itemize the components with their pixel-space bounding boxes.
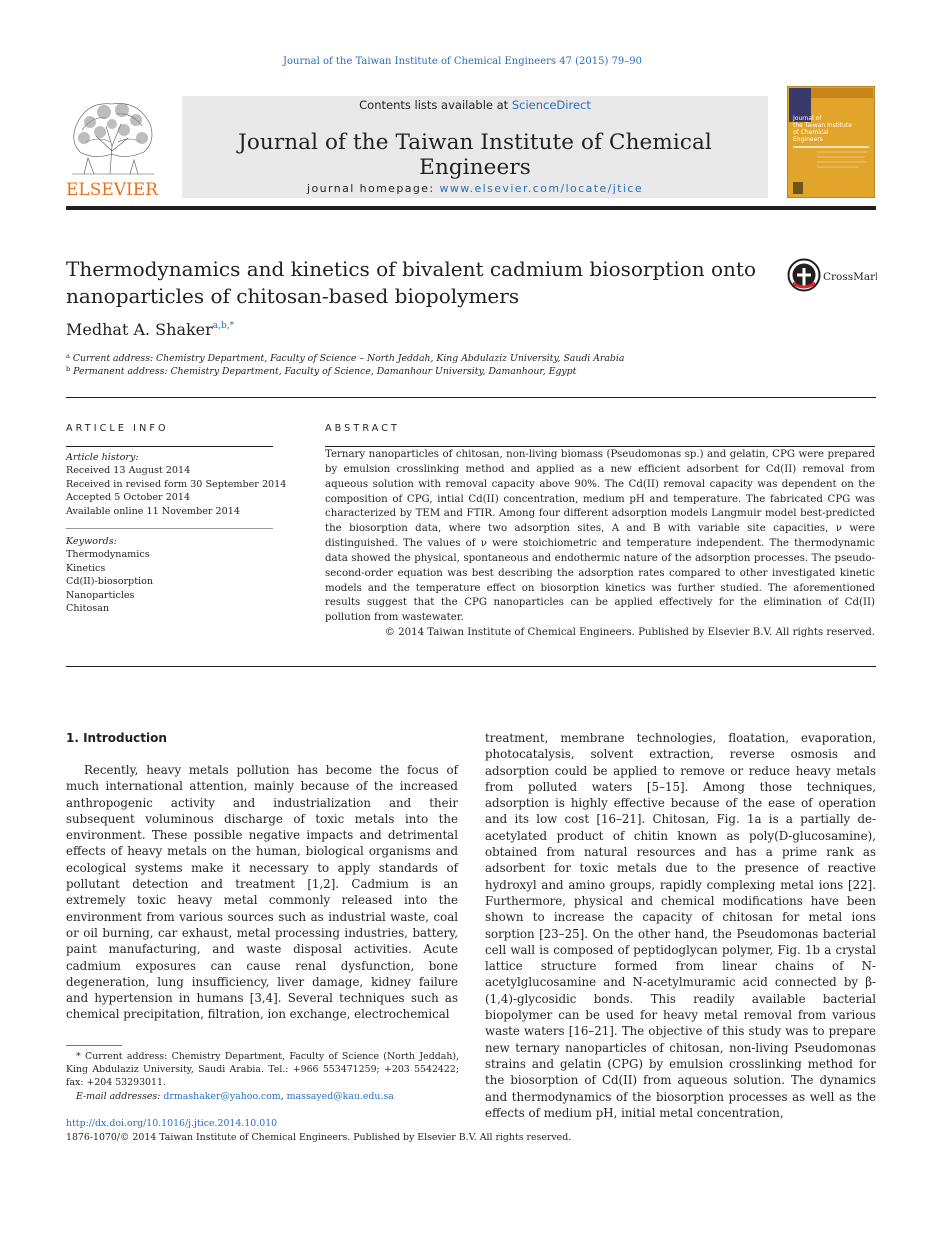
svg-text:Engineers: Engineers (793, 136, 823, 143)
keyword: Chitosan (66, 603, 110, 615)
crossmark-label: CrossMark (823, 271, 877, 283)
affiliation-a (66, 352, 624, 364)
footnote-rule (66, 1045, 122, 1046)
journal-title[interactable]: Journal of the Taiwan Institute of Chemical Engineers (238, 130, 712, 180)
abstract-text: Ternary nanoparticles of chitosan, non-living biomass (Pseudomonas sp.) and gelatin, CPG were prepared by emulsion crosslinking method and applied as a new efficient adsorbent for Cd(II) removal from aqueous solution with removal capacity above 90%. The Cd(II) removal capacity was dependent on the composition of CPG, intial Cd(II) concentration, medium pH and temperature. The fabricated CPG was characterized by TEM and FTIR. Among four different adsorption models Langmuir model best-predicted the biosorption data, where two adsorption sites, A and B with variable site capacities, ν were distinguished. The values of ν were stoichiometric and temperature independent. The thermodynamic data showed the physical, spontaneous and endothermic nature of the adsorption processes. The pseudo-second-order equation was best describing the adsorption rates compared to other investigated kinetic models and the temperature effect on biosorption kinetics was further studied. The aforementioned results suggest that the CPG nanoparticles can be applied effectively for the elimination of Cd(II) pollution from wastewater. (325, 449, 875, 624)
intro-paragraph-continued: treatment, membrane technologies, floatation, evaporation, photocatalysis, solvent extraction, reverse osmosis and adsorption could be applied to remove or reduce heavy metals from polluted waters [5–15]. Among those techniques, adsorption is highly effective because of the ease of operation and its low cost [16–21]. Chitosan, Fig. 1a is a partially de-acetylated product of chitin known as poly(D-glucosamine), obtained from natural resources and has a prime rank as adsorbent for toxic metals due to the presence of reactive hydroxyl and amino groups, rapidly complexing metal ions [22]. Furthermore, physical and chemical modifications have been shown to increase the capacity of chitosan for metal ions sorption [23–25]. On the other hand, the Pseudomonas bacterial cell wall is composed of peptidoglycan polymer, Fig. 1b a crystal lattice structure formed from linear chains of N-acetylglucosamine and N-acetylmuramic acid connected by β-(1,4)-glycosidic bonds. This readily available bacterial biopolymer can be used for heavy metal removal from various waste waters [16–21]. The objective of this study was to prepare new ternary nanoparticles of chitosan, non-living Pseudomonas strains and gelatin (CPG) by emulsion crosslinking method for the biosorption of Cd(II) from aqueous solution. The dynamics and thermodynamics of the biosorption processes as well as the effects of medium pH, initial metal concentration, (485, 731, 876, 1120)
homepage-link[interactable]: www.elsevier.com/locate/jtice (439, 182, 643, 195)
affiliation-b (66, 365, 576, 377)
keyword: Cd(II)-biosorption (66, 576, 154, 588)
journal-cover[interactable] (787, 86, 875, 198)
keyword: Thermodynamics (66, 549, 150, 561)
author-line (66, 320, 234, 339)
running-head[interactable]: Journal of the Taiwan Institute of Chemical Engineers 47 (2015) 79–90 (282, 56, 642, 67)
abstract-heading: ABSTRACT (325, 423, 400, 434)
svg-text:Journal of: Journal of (793, 115, 822, 122)
keywords (66, 535, 153, 615)
keywords-rule (66, 528, 273, 529)
history-label: Article history: (66, 452, 139, 463)
contents-line (182, 98, 768, 112)
abstract-bottom-rule (66, 666, 876, 667)
footnote-mark: * (76, 1051, 81, 1062)
intro-paragraph-1: Recently, heavy metals pollution has become the focus of much international attention, mainly because of the increased anthropogenic activity and industrialization and their subsequent voluminous discharge of toxic metals into the environment. These possible negative impacts and detrimental effects of heavy metals on the human, biological organisms and ecological systems make it necessary to apply standards of pollutant detection and treatment [1,2]. Cadmium is an extremely toxic heavy metal commonly released into the environment from various sources such as industrial waste, coal or oil burning, car exhaust, metal processing industries, battery, paint manufacturing, and waste disposal activities. Acute cadmium exposures can cause renal dysfunction, bone degeneration, lung insufficiency, liver damage, kidney failure and hypertension in humans [3,4]. Several techniques such as chemical precipitation, filtration, ion exchange, electrochemical (66, 763, 458, 1022)
history-revised: Received in revised form 30 September 2014 (66, 478, 287, 490)
journal-masthead (182, 96, 768, 198)
article-title[interactable] (66, 256, 776, 310)
email-link-2[interactable]: massayed@kau.edu.sa (286, 1090, 394, 1102)
contents-prefix: Contents lists available at (359, 98, 512, 112)
elsevier-logo[interactable] (66, 96, 159, 198)
corresponding-author-footnote: * Current address: Chemistry Department, Faculty of Science (North Jeddah), King Abdulaziz University, Saudi Arabia. Tel.: +966 553471259; +203 5542422; fax: +204 53293011. E-mail addresses: drmashaker@yahoo.com, massayed@kau.edu.sa (66, 1051, 459, 1102)
affiliation-mark: a (66, 352, 70, 360)
history-accepted: Accepted 5 October 2014 (66, 492, 191, 504)
keyword: Nanoparticles (66, 589, 135, 601)
article-info-rule (66, 446, 273, 447)
issn-copyright: 1876-1070/© 2014 Taiwan Institute of Chemical Engineers. Published by Elsevier B.V. All rights reserved. (66, 1132, 572, 1143)
history-online: Available online 11 November 2014 (66, 505, 240, 517)
body-left-column (66, 762, 458, 1023)
affiliation-text: Permanent address: Chemistry Department, Faculty of Science, Damanhour University, Damanhour, Egypt (73, 366, 577, 377)
email-label: E-mail addresses: (76, 1090, 164, 1102)
history-received: Received 13 August 2014 (66, 465, 191, 477)
body-right-column (485, 730, 876, 1121)
abstract-rule (325, 446, 875, 447)
title-line-2: nanoparticles of chitosan-based biopolymers (66, 284, 520, 308)
keyword: Kinetics (66, 562, 106, 574)
publisher-wordmark: ELSEVIER (66, 180, 158, 198)
keywords-label: Keywords: (66, 536, 117, 547)
homepage-line (182, 182, 768, 195)
sciencedirect-link[interactable]: ScienceDirect (511, 98, 591, 112)
author-name[interactable]: Medhat A. Shaker (66, 320, 213, 339)
affiliation-rule (66, 397, 876, 398)
journal-cover-image (787, 86, 875, 198)
elsevier-tree-icon (66, 96, 159, 198)
affiliation-text: Current address: Chemistry Department, Faculty of Science – North Jeddah, King Abdulaziz University, Saudi Arabia (72, 353, 625, 364)
svg-text:of Chemical: of Chemical (793, 129, 829, 136)
article-history (66, 451, 286, 518)
section-heading-introduction: 1. Introduction (66, 731, 167, 745)
abstract (325, 448, 875, 641)
abstract-copyright: © 2014 Taiwan Institute of Chemical Engineers. Published by Elsevier B.V. All rights reserved. (384, 627, 875, 639)
title-line-1: Thermodynamics and kinetics of bivalent cadmium biosorption onto (66, 257, 757, 281)
crossmark-icon (787, 258, 877, 292)
svg-text:the Taiwan Institute: the Taiwan Institute (793, 122, 852, 129)
masthead-rule (66, 206, 876, 210)
homepage-prefix: journal homepage: (307, 182, 440, 195)
footnote-text: Current address: Chemistry Department, Faculty of Science (North Jeddah), King Abdulaziz University, Saudi Arabia. Tel.: +966 553471259; +203 5542422; fax: +204 53293011. (66, 1051, 459, 1089)
email-link-1[interactable]: drmashaker@yahoo.com (163, 1090, 281, 1102)
crossmark-button[interactable] (787, 258, 877, 292)
affiliation-mark: b (66, 365, 71, 373)
author-affiliation-marks[interactable]: a,b,* (212, 321, 235, 331)
article-info-heading: ARTICLE INFO (66, 423, 169, 434)
doi-link[interactable]: http://dx.doi.org/10.1016/j.jtice.2014.10.010 (66, 1118, 278, 1129)
